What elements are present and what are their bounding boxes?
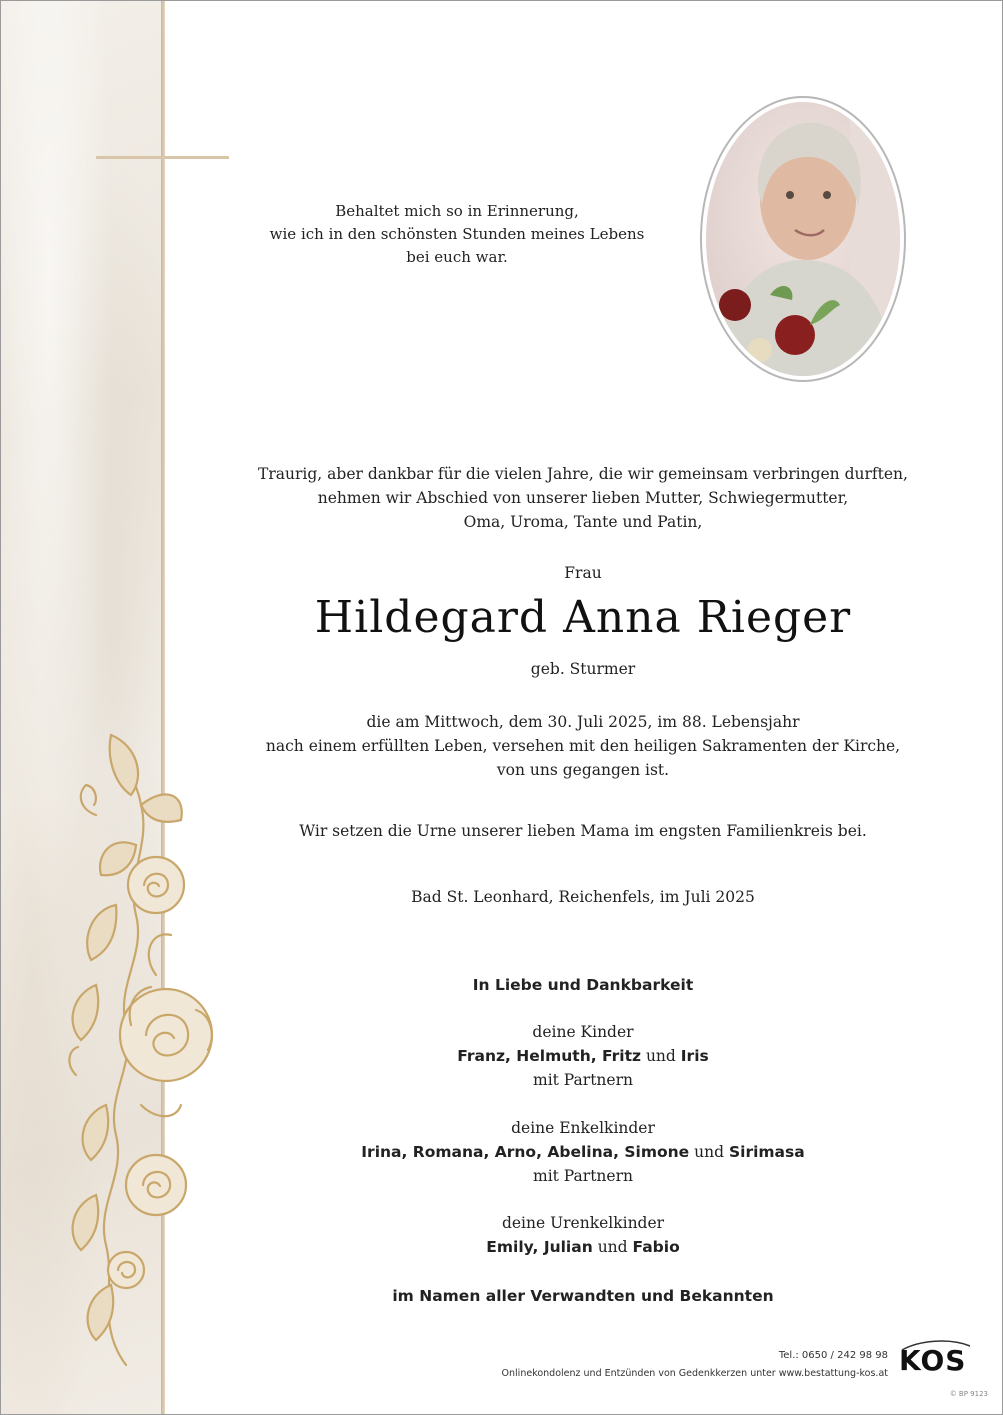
kos-logo: KOS bbox=[899, 1344, 967, 1377]
intro-line: Oma, Uroma, Tante und Patin, bbox=[463, 513, 703, 531]
children-block bbox=[240, 1020, 926, 1092]
children-partners: mit Partnern bbox=[533, 1071, 633, 1089]
quote-line: Behaltet mich so in Erinnerung, bbox=[335, 202, 579, 220]
children-label: deine Kinder bbox=[532, 1023, 634, 1041]
intro-line: nehmen wir Abschied von unserer lieben Mutter, Schwiegermutter, bbox=[317, 489, 849, 507]
grandchildren-partners: mit Partnern bbox=[533, 1167, 633, 1185]
rose-ornament-icon bbox=[56, 725, 226, 1375]
greatgrandchildren-names-b: Fabio bbox=[632, 1238, 680, 1256]
greatgrandchildren-names bbox=[240, 1235, 926, 1259]
grandchildren-label: deine Enkelkinder bbox=[511, 1119, 655, 1137]
children-names-a: Franz, Helmuth, Fritz bbox=[457, 1047, 642, 1065]
grandchildren-und: und bbox=[694, 1143, 725, 1161]
urn-notice: Wir setzen die Urne unserer lieben Mama im engsten Familienkreis bei. bbox=[299, 822, 867, 840]
death-line: von uns gegangen ist. bbox=[496, 761, 670, 779]
death-notice bbox=[240, 710, 926, 782]
place-date: Bad St. Leonhard, Reichenfels, im Juli 2025 bbox=[411, 888, 755, 906]
deceased-name: Hildegard Anna Rieger bbox=[314, 592, 852, 643]
portrait-photo bbox=[700, 95, 906, 383]
memorial-quote bbox=[250, 200, 664, 269]
footer-code: © BP 9123 bbox=[949, 1390, 988, 1398]
greatgrandchildren-und: und bbox=[597, 1238, 628, 1256]
footer-phone: Tel.: 0650 / 242 98 98 bbox=[778, 1350, 888, 1361]
children-names bbox=[240, 1044, 926, 1068]
death-line: die am Mittwoch, dem 30. Juli 2025, im 88. Lebensjahr bbox=[366, 713, 800, 731]
greatgrandchildren-label: deine Urenkelkinder bbox=[501, 1214, 665, 1232]
grandchildren-names-a: Irina, Romana, Arno, Abelina, Simone bbox=[361, 1143, 690, 1161]
mourners-heading-text: In Liebe und Dankbarkeit bbox=[472, 976, 694, 994]
children-und: und bbox=[645, 1047, 676, 1065]
quote-line: bei euch war. bbox=[406, 248, 508, 266]
grandchildren-names-b: Sirimasa bbox=[728, 1143, 805, 1161]
greatgrandchildren-names-a: Emily, Julian bbox=[486, 1238, 593, 1256]
cross-bar bbox=[96, 156, 229, 159]
intro-line: Traurig, aber dankbar für die vielen Jahre, die wir gemeinsam verbringen durften, bbox=[258, 465, 908, 483]
mourners-heading bbox=[240, 973, 926, 997]
death-line: nach einem erfüllten Leben, versehen mit den heiligen Sakramenten der Kirche, bbox=[265, 737, 901, 755]
grandchildren-names bbox=[240, 1140, 926, 1164]
grandchildren-block bbox=[240, 1116, 926, 1188]
children-names-b: Iris bbox=[680, 1047, 709, 1065]
closing-line bbox=[240, 1284, 926, 1308]
intro-text bbox=[240, 462, 926, 534]
greatgrandchildren-block bbox=[240, 1211, 926, 1259]
closing-text: im Namen aller Verwandten und Bekannten bbox=[392, 1287, 774, 1305]
footer-web: Onlinekondolenz und Entzünden von Gedenkkerzen unter www.bestattung-kos.at bbox=[501, 1368, 888, 1379]
salutation: Frau bbox=[564, 564, 602, 582]
quote-line: wie ich in den schönsten Stunden meines Lebens bbox=[269, 225, 645, 243]
logo-swoosh-icon bbox=[900, 1338, 972, 1352]
birth-name: geb. Sturmer bbox=[530, 660, 636, 678]
